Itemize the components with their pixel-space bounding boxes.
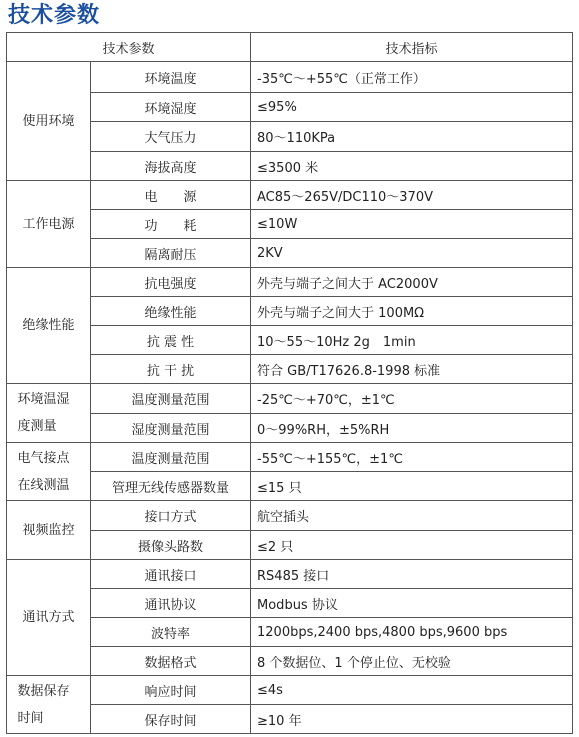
value-cell: 8 个数据位、1 个停止位、无校验 <box>251 647 573 676</box>
category-label: 视频监控 <box>22 522 75 538</box>
item-cell: 接口方式 <box>91 501 251 531</box>
value-cell: 外壳与端子之间大于 AC2000V <box>251 268 573 297</box>
item-cell: 通讯接口 <box>91 560 251 589</box>
value-cell: Modbus 协议 <box>251 589 573 618</box>
category-cell <box>7 443 91 501</box>
table-row <box>7 501 573 531</box>
table-row <box>7 181 573 210</box>
value-cell: 80～110KPa <box>251 122 573 152</box>
item-cell: 温度测量范围 <box>91 443 251 472</box>
table-row <box>7 618 573 647</box>
table-row <box>7 472 573 501</box>
header-indicator: 技术指标 <box>251 33 573 62</box>
value-cell: ≤2 只 <box>251 531 573 560</box>
item-cell: 保存时间 <box>91 705 251 734</box>
value-cell: -35℃～+55℃（正常工作） <box>251 62 573 93</box>
item-cell: 响应时间 <box>91 676 251 705</box>
item-cell: 大气压力 <box>91 122 251 152</box>
value-cell: ≤95% <box>251 93 573 122</box>
category-label: 使用环境 <box>22 113 75 129</box>
category-cell <box>7 268 91 384</box>
value-cell: 航空插头 <box>251 501 573 531</box>
value-cell: -55℃～+155℃，±1℃ <box>251 443 573 472</box>
item-cell: 隔离耐压 <box>91 239 251 268</box>
category-cell <box>7 384 91 443</box>
value-cell: AC85～265V/DC110～370V <box>251 181 573 210</box>
page-title: 技术参数 <box>8 3 101 28</box>
value-cell: ≤10W <box>251 210 573 239</box>
category-cell <box>7 501 91 560</box>
table-row <box>7 705 573 734</box>
category-label: 环境温湿度测量 <box>17 392 70 434</box>
category-label: 绝缘性能 <box>22 318 75 333</box>
category-cell <box>7 676 91 734</box>
item-cell: 摄像头路数 <box>91 531 251 560</box>
value-cell: 10～55～10Hz 2g 1min <box>251 326 573 355</box>
value-cell: 0～99%RH，±5%RH <box>251 414 573 443</box>
item-cell: 抗 震 性 <box>91 326 251 355</box>
table-row <box>7 239 573 268</box>
spec-table-body <box>7 62 573 734</box>
spec-table <box>6 32 573 734</box>
category-cell <box>7 560 91 676</box>
item-cell: 数据格式 <box>91 647 251 676</box>
category-label: 通讯方式 <box>22 610 75 625</box>
value-cell: ≤4s <box>251 676 573 705</box>
table-row <box>7 326 573 355</box>
item-cell: 环境温度 <box>91 62 251 93</box>
category-cell <box>7 181 91 268</box>
item-cell: 海拔高度 <box>91 152 251 181</box>
item-cell: 功 耗 <box>91 210 251 239</box>
category-label: 数据保存时间 <box>17 683 70 726</box>
category-cell <box>7 62 91 181</box>
table-row <box>7 560 573 589</box>
value-cell: ≤15 只 <box>251 472 573 501</box>
table-row <box>7 443 573 472</box>
table-row <box>7 355 573 384</box>
item-cell: 波特率 <box>91 618 251 647</box>
category-label: 工作电源 <box>22 216 75 232</box>
table-row <box>7 531 573 560</box>
item-cell: 抗电强度 <box>91 268 251 297</box>
item-cell: 温度测量范围 <box>91 384 251 414</box>
value-cell: 符合 GB/T17626.8-1998 标准 <box>251 355 573 384</box>
table-header-row <box>7 33 573 62</box>
value-cell: ≤3500 米 <box>251 152 573 181</box>
table-row <box>7 93 573 122</box>
value-cell: RS485 接口 <box>251 560 573 589</box>
value-cell: 2KV <box>251 239 573 268</box>
item-cell: 管理无线传感器数量 <box>91 472 251 501</box>
table-row <box>7 414 573 443</box>
item-cell: 通讯协议 <box>91 589 251 618</box>
table-row <box>7 676 573 705</box>
table-row <box>7 152 573 181</box>
item-cell: 抗 干 扰 <box>91 355 251 384</box>
value-cell: -25℃～+70℃，±1℃ <box>251 384 573 414</box>
item-cell: 电 源 <box>91 181 251 210</box>
table-row <box>7 647 573 676</box>
table-row <box>7 210 573 239</box>
table-row <box>7 384 573 414</box>
value-cell: 1200bps,2400 bps,4800 bps,9600 bps <box>251 618 573 647</box>
value-cell: 外壳与端子之间大于 100MΩ <box>251 297 573 326</box>
item-cell: 绝缘性能 <box>91 297 251 326</box>
table-row <box>7 268 573 297</box>
item-cell: 环境湿度 <box>91 93 251 122</box>
table-row <box>7 297 573 326</box>
category-label: 电气接点在线测温 <box>17 450 70 493</box>
value-cell: ≥10 年 <box>251 705 573 734</box>
table-row <box>7 122 573 152</box>
table-row <box>7 62 573 93</box>
header-parameter: 技术参数 <box>7 33 251 62</box>
table-row <box>7 589 573 618</box>
item-cell: 湿度测量范围 <box>91 414 251 443</box>
